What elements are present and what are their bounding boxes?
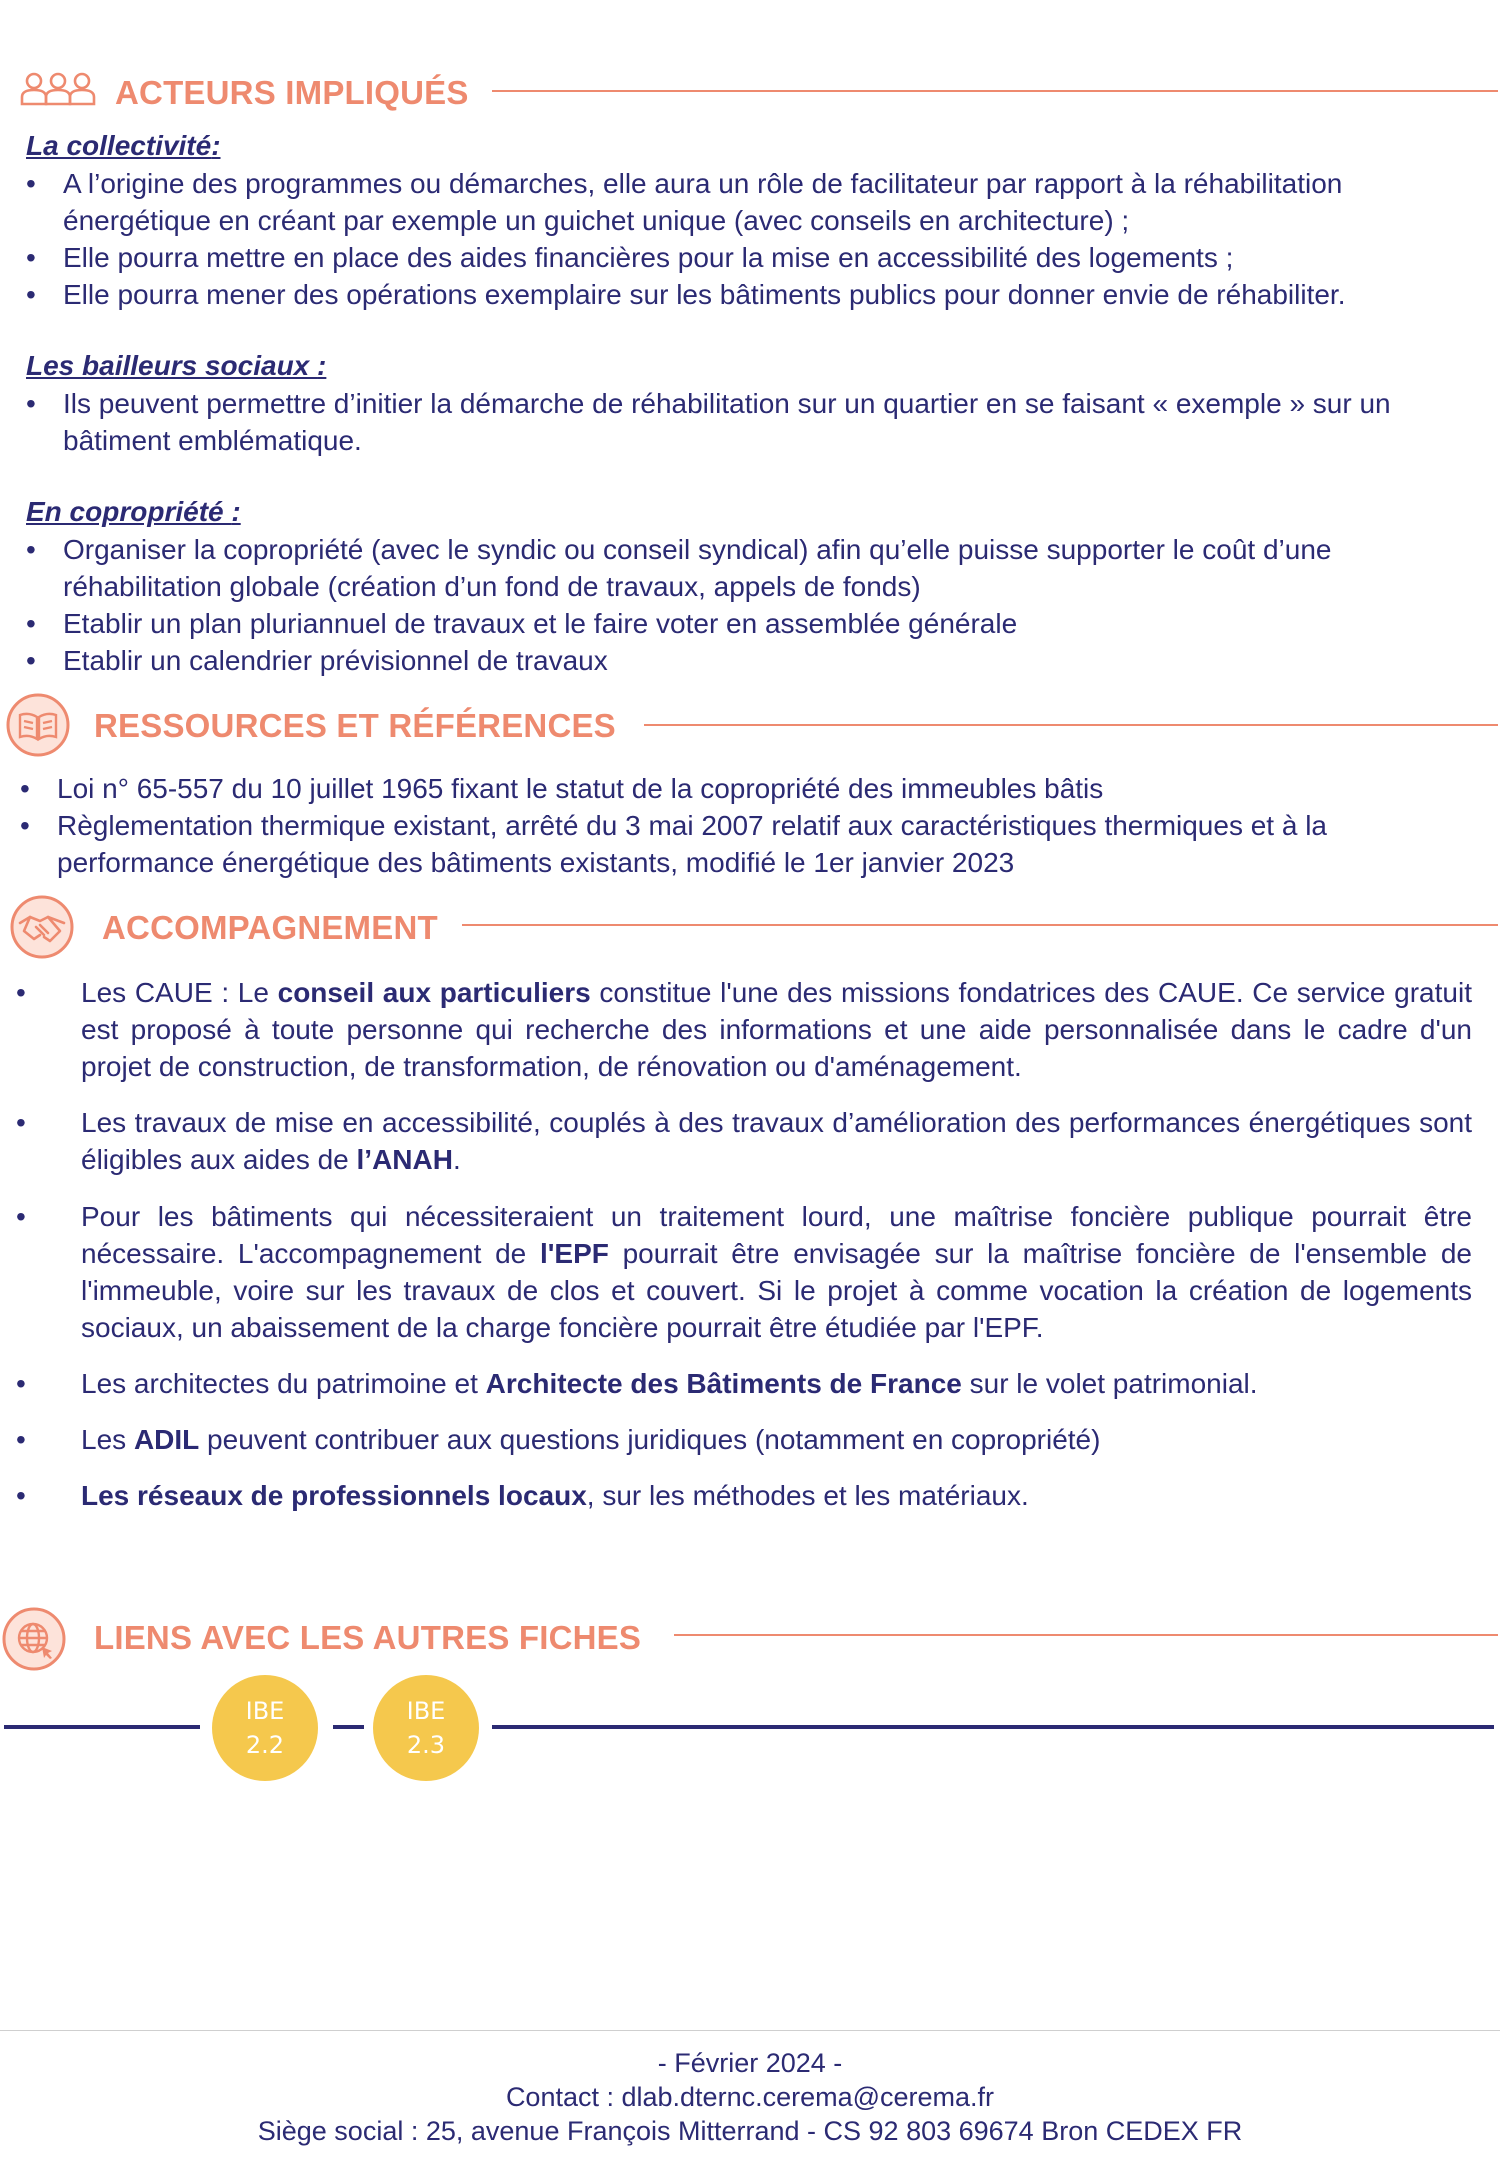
footer-siege: Siège social : 25, avenue François Mitterrand - CS 92 803 69674 Bron CEDEX FR [257,2116,1243,2146]
footer-contact: Contact : dlab.dternc.cerema@cerema.fr [505,2082,995,2112]
list-item [16,974,1472,1085]
list-item: • Organiser la copropriété (avec le syndic ou conseil syndical) afin qu’elle puisse supporter le coût d’une réhabilitation globale (création d’un fond de travaux, appels de fonds) [26,531,1482,605]
item-text: Les [81,1424,134,1455]
section-header-ressources [0,693,1500,753]
group-heading-copropriete [26,496,241,528]
section-header-liens [0,1607,1500,1667]
list-item [16,1104,1472,1178]
group-heading-collectivite [26,130,221,162]
accompagnement-list [16,974,1472,1533]
group-heading-label: Les bailleurs sociaux [26,350,318,381]
open-book-icon [6,693,70,757]
item-bold-text: conseil aux particuliers [277,977,591,1008]
list-item: • Etablir un calendrier prévisionnel de travaux [26,642,1482,679]
group-heading-label: La collectivité [26,130,212,161]
links-connector [4,1725,200,1729]
list-item [16,1365,1472,1402]
ressources-list [20,770,1480,881]
copropriete-list [26,531,1482,679]
item-bold-text: Architecte des Bâtiments de France [485,1368,962,1399]
item-bold-text: ADIL [133,1424,200,1455]
section-title: ACCOMPAGNEMENT [102,909,438,946]
globe-cursor-icon [2,1607,66,1671]
list-item [16,1477,1472,1514]
list-item: • A l’origine des programmes ou démarches, elle aura un rôle de facilitateur par rapport à la réhabilitation énergétique en créant par exemple un guichet unique (avec conseils en architecture) ; [26,165,1482,239]
badge-line: IBE [406,1697,446,1725]
item-text: peuvent contribuer aux questions juridiques (notamment en copropriété) [199,1424,1101,1455]
item-text: , sur les méthodes et les matériaux. [586,1480,1029,1511]
list-item: • Règlementation thermique existant, arrêté du 3 mai 2007 relatif aux caractéristiques thermiques et à la performance énergétique des bâtiments existants, modifié le 1er janvier 2023 [20,807,1480,881]
link-badge-ibe-2-2[interactable] [212,1675,318,1781]
section-divider [644,724,1498,726]
handshake-icon [10,895,74,959]
footer-divider [0,2030,1500,2031]
section-header-acteurs [0,62,1500,122]
badge-line: 2.3 [406,1731,446,1759]
list-item [16,1421,1472,1458]
section-title: RESSOURCES ET RÉFÉRENCES [94,707,616,744]
section-divider [462,924,1498,926]
badge-line: IBE [245,1697,285,1725]
list-item: • Elle pourra mener des opérations exemplaire sur les bâtiments publics pour donner envie de réhabiliter. [26,276,1482,313]
list-item: • Loi n° 65-557 du 10 juillet 1965 fixant le statut de la copropriété des immeubles bâtis [20,770,1480,807]
section-divider [674,1634,1498,1636]
section-header-accompagnement [0,895,1500,955]
group-heading-colon: : [211,130,221,161]
section-title: LIENS AVEC LES AUTRES FICHES [94,1619,642,1656]
group-heading-colon: : [317,350,327,381]
section-divider [492,90,1498,92]
footer-date: - Février 2024 - [657,2048,843,2078]
collectivite-list [26,165,1482,313]
list-item: • Ils peuvent permettre d’initier la démarche de réhabilitation sur un quartier en se faisant « exemple » sur un bâtiment emblématique. [26,385,1482,459]
group-heading-label: En copropriété [26,496,232,527]
item-text: constitue l'une des missions fondatrices des CAUE. Ce service gratuit est proposé à toute personne qui recherche des informations et une aide personnalisée dans le cadre d'un projet de construction, de transformation, de rénovation ou d'aménagement. [81,977,1472,1082]
item-text: sur le volet patrimonial. [961,1368,1258,1399]
item-text: Pour les bâtiments qui nécessiteraient un traitement lourd, une maîtrise foncière publique pourrait être nécessaire. L'accompagnement de [81,1201,1472,1269]
section-title: ACTEURS IMPLIQUÉS [115,74,469,111]
list-item [16,1198,1472,1346]
people-group-icon [20,70,96,114]
group-heading-bailleurs [26,350,326,382]
group-heading-colon: : [231,496,241,527]
item-text: . [452,1144,461,1175]
item-bold-text: l’ANAH [356,1144,453,1175]
list-item: • Etablir un plan pluriannuel de travaux et le faire voter en assemblée générale [26,605,1482,642]
item-bold-text: l'EPF [539,1238,609,1269]
badge-line: 2.2 [245,1731,285,1759]
item-text: Les travaux de mise en accessibilité, couplés à des travaux d’amélioration des performances énergétiques sont éligibles aux aides de [81,1107,1472,1175]
link-badge-ibe-2-3[interactable] [373,1675,479,1781]
links-connector [333,1725,364,1729]
item-text: Les CAUE : Le [81,977,278,1008]
bailleurs-list [26,385,1482,459]
item-text: pourrait être envisagée sur la maîtrise foncière de l'ensemble de l'immeuble, voire sur les travaux de clos et couvert. Si le projet à comme vocation la création de logements sociaux, un abaissement de la charge foncière pourrait être étudiée par l'EPF. [81,1238,1472,1343]
list-item: • Elle pourra mettre en place des aides financières pour la mise en accessibilité des logements ; [26,239,1482,276]
item-text: Les architectes du patrimoine et [81,1368,486,1399]
item-bold-text: Les réseaux de professionnels locaux [81,1480,587,1511]
links-connector [492,1725,1494,1729]
